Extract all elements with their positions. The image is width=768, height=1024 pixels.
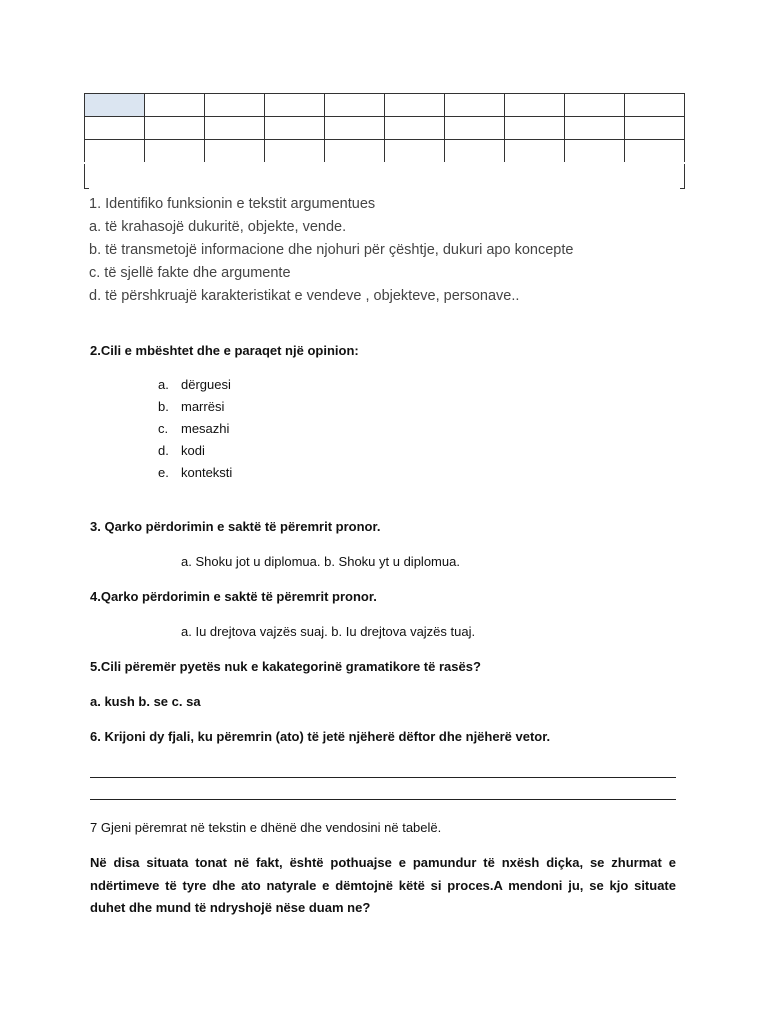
table-cell[interactable] (625, 94, 685, 117)
table-cell[interactable] (265, 140, 325, 163)
table-cell[interactable] (85, 140, 145, 163)
question-3-title: 3. Qarko përdorimin e saktë të përemrit pronor. (90, 519, 381, 534)
question-4-answer: a. Iu drejtova vajzës suaj. b. Iu drejtova vajzës tuaj. (181, 624, 476, 639)
table-cell[interactable] (325, 140, 385, 163)
question-1-option-b: b. të transmetojë informacione dhe njohuri për çështje, dukuri apo koncepte (89, 242, 574, 258)
table-cell-selected[interactable] (85, 94, 145, 117)
table-cell[interactable] (565, 117, 625, 140)
table-cell[interactable] (205, 117, 265, 140)
answer-line-2[interactable] (90, 799, 676, 800)
question-1-option-c: c. të sjellë fakte dhe argumente (89, 265, 291, 281)
table-cell[interactable] (625, 117, 685, 140)
question-1-option-a: a. të krahasojë dukuritë, objekte, vende. (89, 219, 347, 235)
question-2-options (158, 376, 232, 486)
table-cell[interactable] (385, 140, 445, 163)
table-cell[interactable] (505, 94, 565, 117)
table-cell[interactable] (565, 94, 625, 117)
table-cell[interactable] (445, 140, 505, 163)
table-cell[interactable] (625, 140, 685, 163)
table-cell[interactable] (145, 140, 205, 163)
list-item: d. kodi (158, 443, 205, 458)
table-cell[interactable] (205, 140, 265, 163)
table-cell[interactable] (325, 94, 385, 117)
table-cell[interactable] (325, 117, 385, 140)
list-item: e. konteksti (158, 465, 233, 480)
question-7-title: 7 Gjeni përemrat në tekstin e dhënë dhe vendosini në tabelë. (90, 820, 442, 835)
table-cell[interactable] (445, 94, 505, 117)
table-edge-right (680, 164, 685, 189)
list-item: b. marrësi (158, 399, 225, 414)
table-cell[interactable] (505, 140, 565, 163)
table-cell[interactable] (565, 140, 625, 163)
question-4-title: 4.Qarko përdorimin e saktë të përemrit pronor. (90, 589, 377, 604)
list-item: a. dërguesi (158, 377, 231, 392)
question-7-paragraph: Në disa situata tonat në fakt, është pothuajse e pamundur të nxësh diçka, se zhurmat e ndërtimeve të tyre dhe ato natyrale e dëmtojnë këtë si proces.A mendoni ju, se kjo situate duhet dhe mund të ndryshojë nëse duam ne? (90, 855, 676, 915)
table-cell[interactable] (145, 94, 205, 117)
table-cell[interactable] (145, 117, 205, 140)
table-cell[interactable] (445, 117, 505, 140)
table-cell[interactable] (85, 117, 145, 140)
question-6-title: 6. Krijoni dy fjali, ku përemrin (ato) të jetë njëherë dëftor dhe njëherë vetor. (90, 729, 551, 744)
question-1 (89, 194, 573, 309)
table-cell[interactable] (385, 117, 445, 140)
question-5-title: 5.Cili përemër pyetës nuk e kakategorinë gramatikore të rasës? (90, 659, 481, 674)
question-5-answer: a. kush b. se c. sa (90, 694, 201, 709)
table-cell[interactable] (385, 94, 445, 117)
list-item: c. mesazhi (158, 421, 230, 436)
table-edge-left (84, 164, 89, 189)
answer-line-1[interactable] (90, 777, 676, 778)
table-cell[interactable] (265, 94, 325, 117)
table-cell[interactable] (505, 117, 565, 140)
question-3-answer: a. Shoku jot u diplomua. b. Shoku yt u diplomua. (181, 554, 460, 569)
table-cell[interactable] (205, 94, 265, 117)
answer-table (84, 93, 685, 162)
question-1-title: 1. Identifiko funksionin e tekstit argumentues (89, 196, 376, 212)
table-cell[interactable] (265, 117, 325, 140)
question-1-option-d: d. të përshkruajë karakteristikat e vendeve , objekteve, personave.. (89, 288, 520, 304)
question-2-title: 2.Cili e mbështet dhe e paraqet një opinion: (90, 343, 359, 358)
